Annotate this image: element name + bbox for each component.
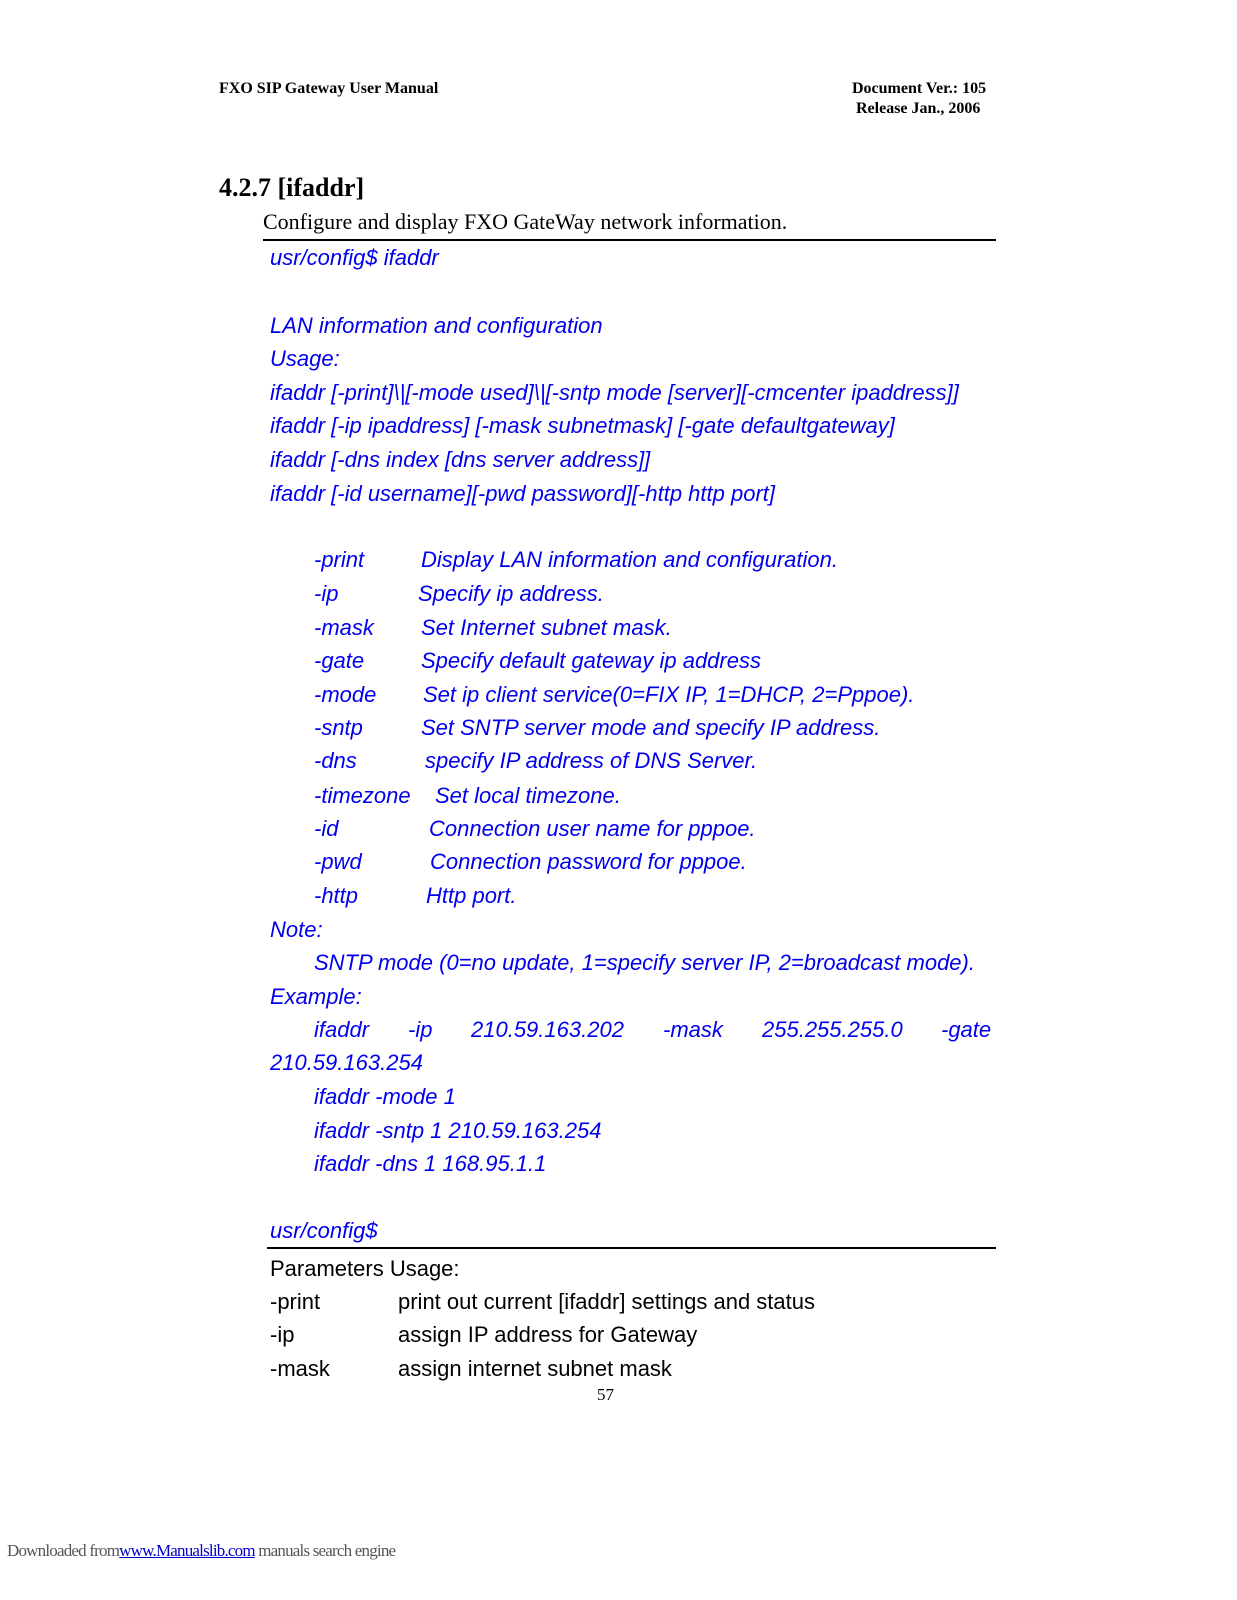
page-number: 57 [597,1385,614,1404]
option-flag: -gate [314,648,365,673]
option-flag: -timezone [314,783,411,808]
manual-title: FXO SIP Gateway User Manual [219,80,439,97]
param-desc: assign IP address for Gateway [398,1322,698,1347]
option-flag: -id [314,816,339,841]
command-prompt: usr/config$ ifaddr [270,245,439,270]
example-line: ifaddr -mode 1 [314,1084,456,1109]
option-desc: Set SNTP server mode and specify IP address. [421,715,881,740]
document-version: Document Ver.: 105 [852,80,987,97]
release-date: Release Jan., 2006 [856,100,981,117]
param-desc: assign internet subnet mask [398,1356,672,1381]
section-intro: Configure and display FXO GateWay network information. [263,209,788,234]
example-label: Example: [270,984,362,1009]
usage-line: ifaddr [-ip ipaddress] [-mask subnetmask] [-gate defaultgateway] [270,413,895,438]
option-desc: Set ip client service(0=FIX IP, 1=DHCP, 2=Pppoe). [423,682,915,707]
note-text: SNTP mode (0=no update, 1=specify server IP, 2=broadcast mode). [314,950,975,975]
footer-suffix: manuals search engine [254,1541,396,1560]
example-token: -mask [663,1017,723,1042]
example-token: 210.59.163.202 [471,1017,624,1042]
option-flag: -mask [314,615,374,640]
option-desc: Specify ip address. [418,581,604,606]
option-flag: -print [314,547,365,572]
info-title: LAN information and configuration [270,313,603,338]
note-label: Note: [270,917,323,942]
param-flag: -mask [270,1356,330,1381]
example-token: -ip [408,1017,433,1042]
section-title: 4.2.7 [ifaddr] [219,173,365,202]
option-flag: -mode [314,682,377,707]
usage-line: ifaddr [-id username][-pwd password][-http http port] [270,481,776,506]
download-footer [7,1541,395,1561]
param-flag: -print [270,1289,321,1314]
example-wrap: 210.59.163.254 [270,1050,423,1075]
option-desc: Connection user name for pppoe. [429,816,756,841]
option-flag: -http [314,883,359,908]
example-token: ifaddr [314,1017,370,1042]
example-line: ifaddr -dns 1 168.95.1.1 [314,1151,547,1176]
option-desc: Connection password for pppoe. [430,849,747,874]
option-flag: -sntp [314,715,363,740]
footer-prefix: Downloaded from [7,1541,120,1560]
bottom-divider [267,1247,996,1249]
param-flag: -ip [270,1322,295,1347]
option-desc: specify IP address of DNS Server. [425,748,758,773]
option-desc: Display LAN information and configuration. [421,547,839,572]
example-token: -gate [941,1017,992,1042]
usage-label: Usage: [270,346,340,371]
example-line: ifaddr -sntp 1 210.59.163.254 [314,1118,602,1143]
option-flag: -dns [314,748,357,773]
usage-line: ifaddr [-dns index [dns server address]] [270,447,651,472]
option-flag: -pwd [314,849,362,874]
option-desc: Set Internet subnet mask. [421,615,672,640]
params-heading: Parameters Usage: [270,1256,460,1281]
param-desc: print out current [ifaddr] settings and status [398,1289,816,1314]
option-desc: Specify default gateway ip address [421,648,761,673]
option-desc: Set local timezone. [435,783,621,808]
end-prompt: usr/config$ [270,1218,378,1243]
example-token: 255.255.255.0 [762,1017,903,1042]
usage-line: ifaddr [-print]\|[-mode used]\|[-sntp mode [server][-cmcenter ipaddress]] [270,380,959,405]
manualslib-link[interactable]: www.Manualslib.com [119,1541,255,1560]
option-desc: Http port. [426,883,517,908]
option-flag: -ip [314,581,339,606]
top-divider [263,239,996,241]
